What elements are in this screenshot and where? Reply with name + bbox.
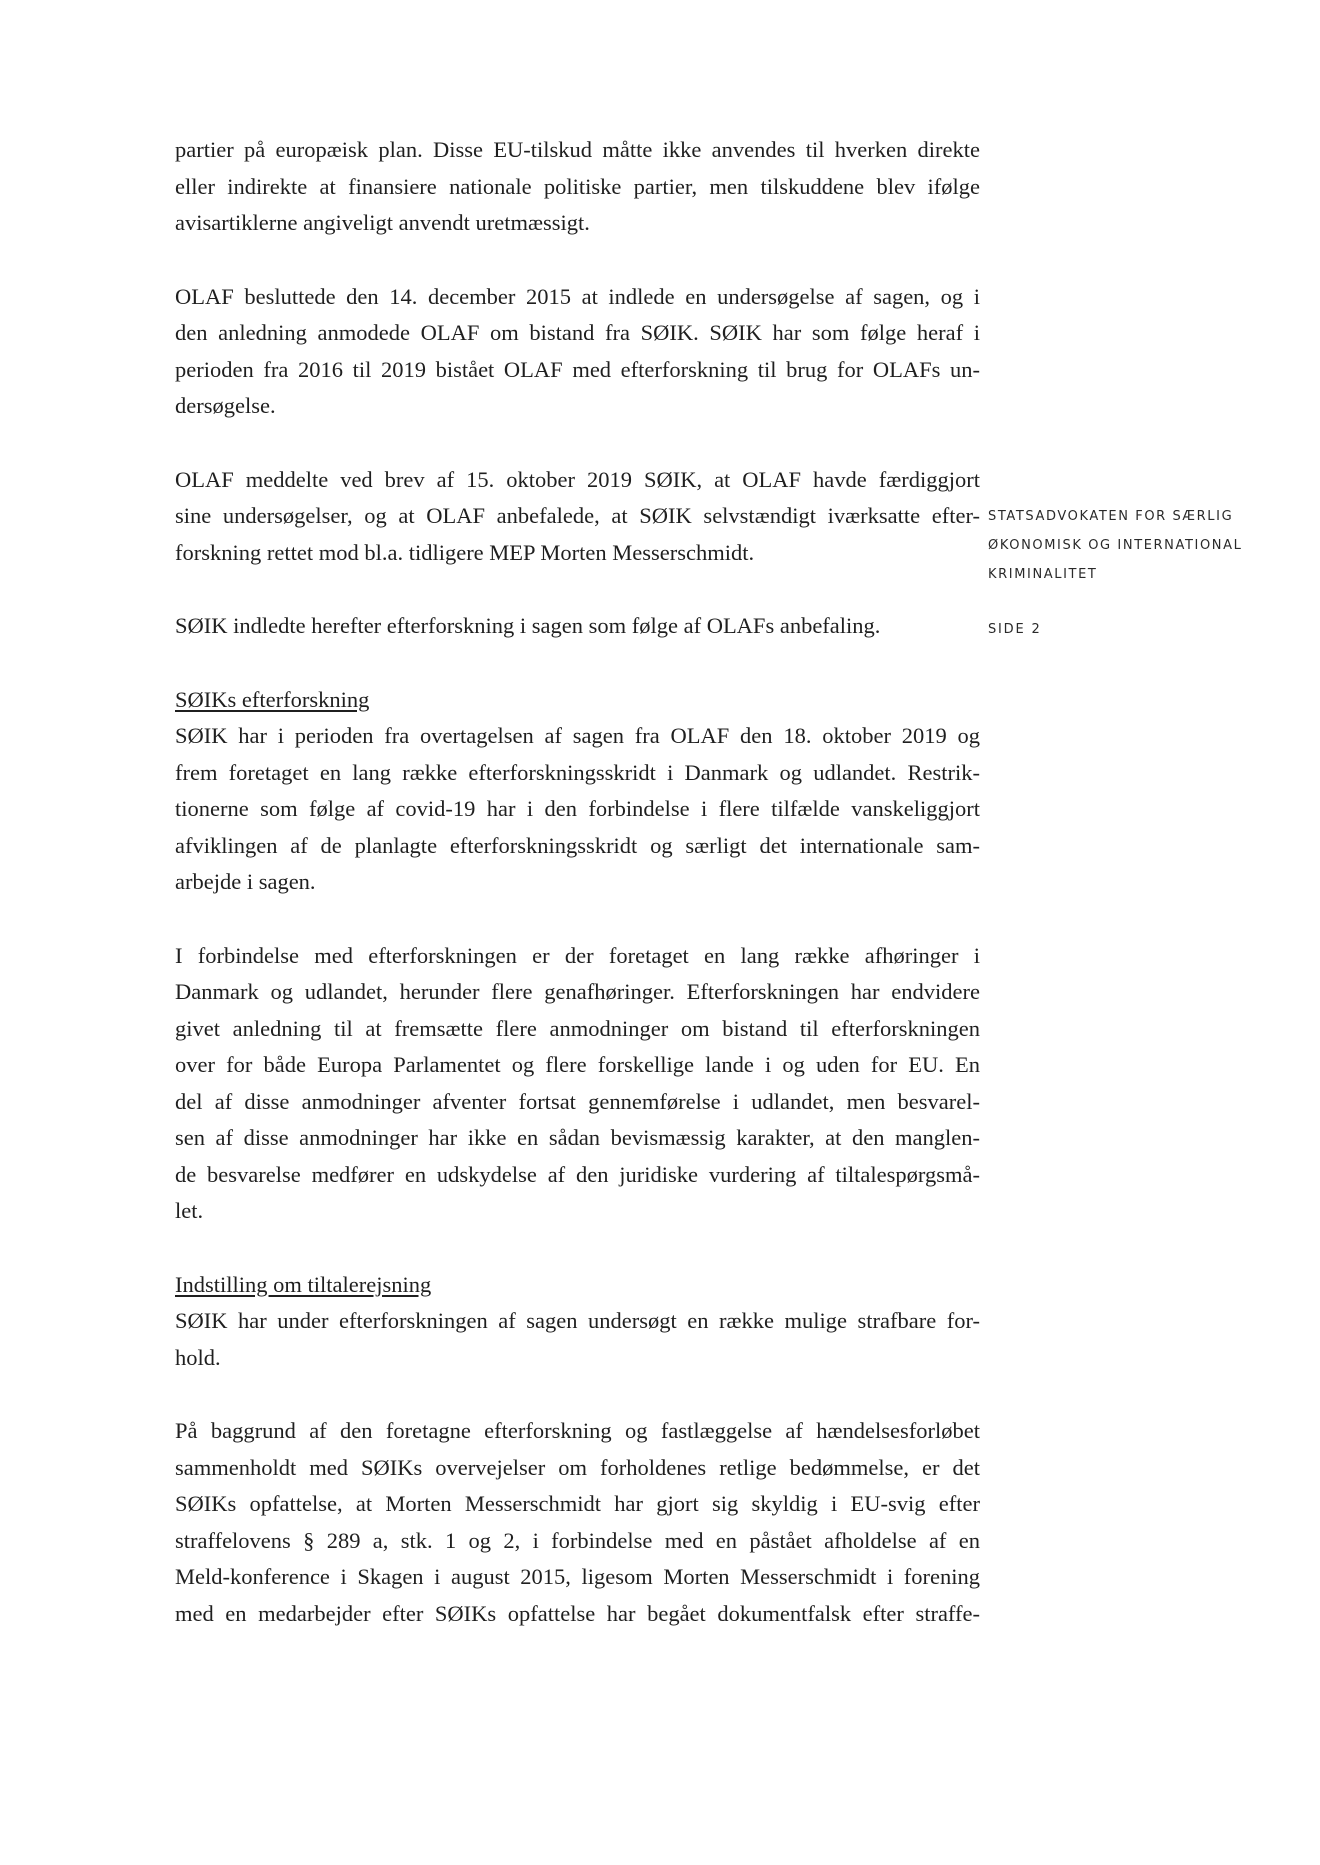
text-line: hold. — [175, 1344, 221, 1370]
text-line: I forbindelse med efterforskningen er der foretaget en lang række afhøringer i — [175, 942, 980, 968]
text-line: Meld-konference i Skagen i august 2015, ligesom Morten Messerschmidt i forening — [175, 1564, 980, 1589]
text-line: SØIKs opfattelse, at Morten Messerschmidt har gjort sig skyldig i EU-svig efter — [175, 1491, 980, 1516]
text-line: straffelovens § 289 a, stk. 1 og 2, i forbindelse med en påstået afholdelse af en — [175, 1527, 980, 1553]
text-line: OLAF meddelte ved brev af 15. oktober 2019 SØIK, at OLAF havde færdiggjort — [175, 466, 980, 492]
text-line: SØIK har under efterforskningen af sagen undersøgt en række mulige strafbare for- — [175, 1308, 980, 1333]
text-line: afviklingen af de planlagte efterforskningsskridt og særligt det internationale sam- — [175, 832, 980, 858]
organization-line: KRIMINALITET — [988, 567, 1098, 582]
paragraph-conclusion — [175, 1413, 980, 1632]
text-line: givet anledning til at fremsætte flere anmodninger om bistand til efterforskningen — [175, 1015, 980, 1041]
paragraph-soik-started — [175, 608, 980, 645]
document-body — [175, 132, 980, 1632]
text-line: avisartiklerne angiveligt anvendt uretmæssigt. — [175, 210, 590, 235]
text-line: del af disse anmodninger afventer fortsat gennemførelse i udlandet, men besvarel- — [175, 1088, 980, 1114]
text-line: SØIK har i perioden fra overtagelsen af sagen fra OLAF den 18. oktober 2019 og — [175, 723, 980, 748]
text-line: over for både Europa Parlamentet og flere forskellige lande i og uden for EU. En — [175, 1052, 980, 1077]
text-line: let. — [175, 1198, 204, 1223]
organization-line: STATSADVOKATEN FOR SÆRLIG — [988, 509, 1234, 524]
paragraph-possible-offences — [175, 1303, 980, 1376]
text-line: dersøgelse. — [175, 393, 276, 418]
paragraph-olaf-decision — [175, 279, 980, 425]
text-line: sen af disse anmodninger har ikke en sådan bevismæssig karakter, at den manglen- — [175, 1125, 980, 1150]
text-line: sammenholdt med SØIKs overvejelser om forholdenes retlige bedømmelse, er det — [175, 1454, 980, 1480]
text-line: frem foretaget en lang række efterforskningsskridt i Danmark og udlandet. Restrik- — [175, 759, 980, 785]
text-line: partier på europæisk plan. Disse EU-tilskud måtte ikke anvendes til hverken direkte — [175, 137, 980, 162]
text-line: Danmark og udlandet, herunder flere genafhøringer. Efterforskningen har endvidere — [175, 979, 980, 1004]
text-line: sine undersøgelser, og at OLAF anbefalede, at SØIK selvstændigt iværksatte efter- — [175, 503, 980, 528]
paragraph-olaf-letter — [175, 462, 980, 572]
text-line: SØIK indledte herefter efterforskning i sagen som følge af OLAFs anbefaling. — [175, 613, 881, 638]
page-number: SIDE 2 — [988, 622, 1042, 637]
text-line: tionerne som følge af covid-19 har i den forbindelse i flere tilfælde vanskeliggjort — [175, 796, 980, 821]
text-line: perioden fra 2016 til 2019 bistået OLAF med efterforskning til brug for OLAFs un- — [175, 356, 980, 382]
sender-organization — [988, 502, 1288, 589]
text-line: arbejde i sagen. — [175, 869, 316, 894]
text-line: eller indirekte at finansiere nationale politiske partier, men tilskuddene blev ifølge — [175, 173, 980, 199]
text-line: På baggrund af den foretagne efterforskning og fastlæggelse af hændelsesforløbet — [175, 1418, 980, 1443]
paragraph-investigation-steps — [175, 718, 980, 901]
text-line: forskning rettet mod bl.a. tidligere MEP Morten Messerschmidt. — [175, 539, 755, 565]
paragraph-eu-grants — [175, 132, 980, 242]
organization-line: ØKONOMISK OG INTERNATIONAL — [988, 538, 1243, 553]
text-line: OLAF besluttede den 14. december 2015 at indlede en undersøgelse af sagen, og i — [175, 283, 980, 309]
text-line: de besvarelse medfører en udskydelse af den juridiske vurdering af tiltalespørgsmå- — [175, 1161, 980, 1187]
text-line: den anledning anmodede OLAF om bistand fra SØIK. SØIK har som følge heraf i — [175, 320, 980, 345]
paragraph-interrogations — [175, 938, 980, 1230]
text-line: med en medarbejder efter SØIKs opfattelse har begået dokumentfalsk efter straffe- — [175, 1600, 980, 1626]
section-heading-tiltalerejsning: Indstilling om tiltalerejsning — [175, 1271, 432, 1297]
section-heading-efterforskning: SØIKs efterforskning — [175, 686, 370, 712]
